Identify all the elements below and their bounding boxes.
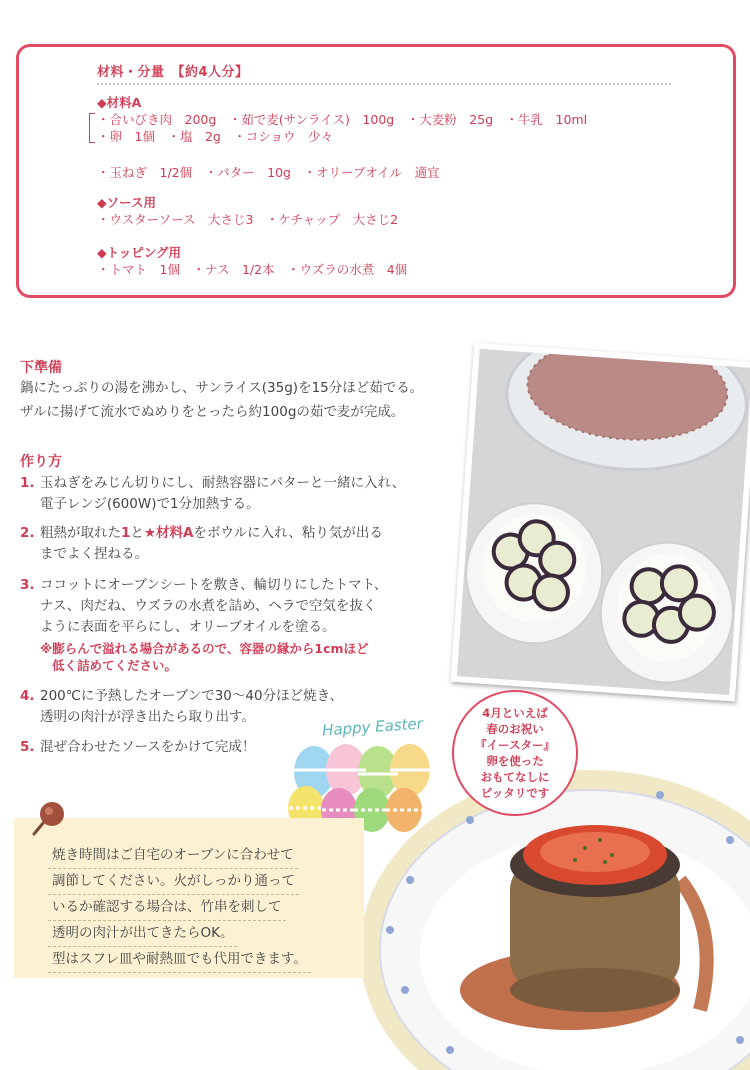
step-text: までよく捏ねる。: [40, 546, 148, 562]
step-number: 5.: [20, 739, 35, 755]
step-text: 透明の肉汁が浮き出たら取り出す。: [40, 709, 255, 725]
easter-speech-bubble: [452, 690, 578, 816]
step-number: 2.: [20, 525, 35, 541]
step-text: ように表面を平らにし、オリーブオイルを塗る。: [40, 619, 336, 635]
bubble-line: 卵を使った: [486, 754, 544, 768]
group-a-heading: ◆材料A: [97, 95, 142, 110]
ingredients-other: [97, 164, 440, 181]
ingredients-box: [16, 44, 736, 298]
step-text: ココットにオーブンシートを敷き、輪切りにしたトマト、: [40, 577, 388, 593]
step-number: 1.: [20, 475, 35, 491]
bubble-line: 春のお祝い: [486, 722, 544, 736]
ingredients-sauce: [97, 194, 398, 228]
easter-label: Happy Easter: [321, 714, 424, 740]
step-number: 4.: [20, 688, 35, 704]
step-text: 混ぜ合わせたソースをかけて完成！: [40, 739, 256, 755]
sauce-line: ・ウスターソース 大さじ3 ・ケチャップ 大さじ2: [97, 212, 399, 227]
push-pin-icon: [22, 796, 70, 844]
bubble-line: ピッタリです: [480, 786, 550, 800]
prep-line-2: ザルに揚げて流水でぬめりをとったら約100gの茹で麦が完成。: [20, 404, 405, 420]
group-a-bracket: [89, 113, 95, 143]
method-heading: 作り方: [20, 454, 62, 470]
ingredients-group-a: [97, 94, 587, 145]
step-text: ナス、肉だね、ウズラの水煮を詰め、ヘラで空気を抜く: [40, 598, 377, 614]
ingredients-title: 材料・分量 【約4人分】: [97, 65, 249, 80]
step-3: [20, 575, 460, 674]
tip-line: 透明の肉汁が出てきたらOK。: [48, 920, 237, 947]
step-2: [20, 523, 460, 565]
tip-line: 焼き時間はご自宅のオーブンに合わせて: [48, 842, 298, 869]
prep-heading: 下準備: [20, 360, 62, 376]
group-a-line-1: ・合いびき肉 200g ・茹で麦(サンライス) 100g ・大麦粉 25g ・牛乳 10ml: [97, 112, 588, 127]
tip-line: いるか確認する場合は、竹串を刺して: [48, 894, 286, 921]
prep-photo-illustration: [457, 349, 750, 695]
step-1: [20, 473, 460, 515]
ingredients-topping: [97, 244, 407, 278]
step-number: 3.: [20, 577, 35, 593]
step-note: 低く詰めてください。: [52, 658, 178, 673]
bubble-line: おもてなしに: [480, 770, 550, 784]
other-line: ・玉ねぎ 1/2個 ・バター 10g ・オリーブオイル 適宜: [97, 165, 440, 180]
group-a-line-2: ・卵 1個 ・塩 2g ・コショウ 少々: [97, 129, 334, 144]
prep-line-1: 鍋にたっぷりの湯を沸かし、サンライス(35g)を15分ほど茹でる。: [20, 380, 424, 396]
step-text: 玉ねぎをみじん切りにし、耐熱容器にバターと一緒に入れ、: [40, 475, 406, 491]
bubble-line: 『イースター』: [475, 738, 555, 752]
bubble-line: 4月といえば: [482, 706, 548, 720]
step-text: 粗熱が取れた1と★材料Aをボウルに入れ、粘り気が出る: [40, 525, 383, 541]
topping-line: ・トマト 1個 ・ナス 1/2本 ・ウズラの水煮 4個: [97, 262, 408, 277]
step-text: 電子レンジ(600W)で1分加熱する。: [40, 496, 260, 512]
sauce-heading: ◆ソース用: [97, 195, 156, 210]
tip-line: 型はスフレ皿や耐熱皿でも代用できます。: [48, 946, 311, 973]
prep-photo: [450, 342, 750, 701]
tip-line: 調節してください。火がしっかり通って: [48, 868, 299, 895]
step-note: ※膨らんで溢れる場合があるので、容器の縁から1cmほど: [40, 641, 369, 656]
dotted-divider: [97, 83, 671, 85]
topping-heading: ◆トッピング用: [97, 245, 181, 260]
step-text: 200℃に予熱したオーブンで30～40分ほど焼き、: [40, 688, 344, 704]
